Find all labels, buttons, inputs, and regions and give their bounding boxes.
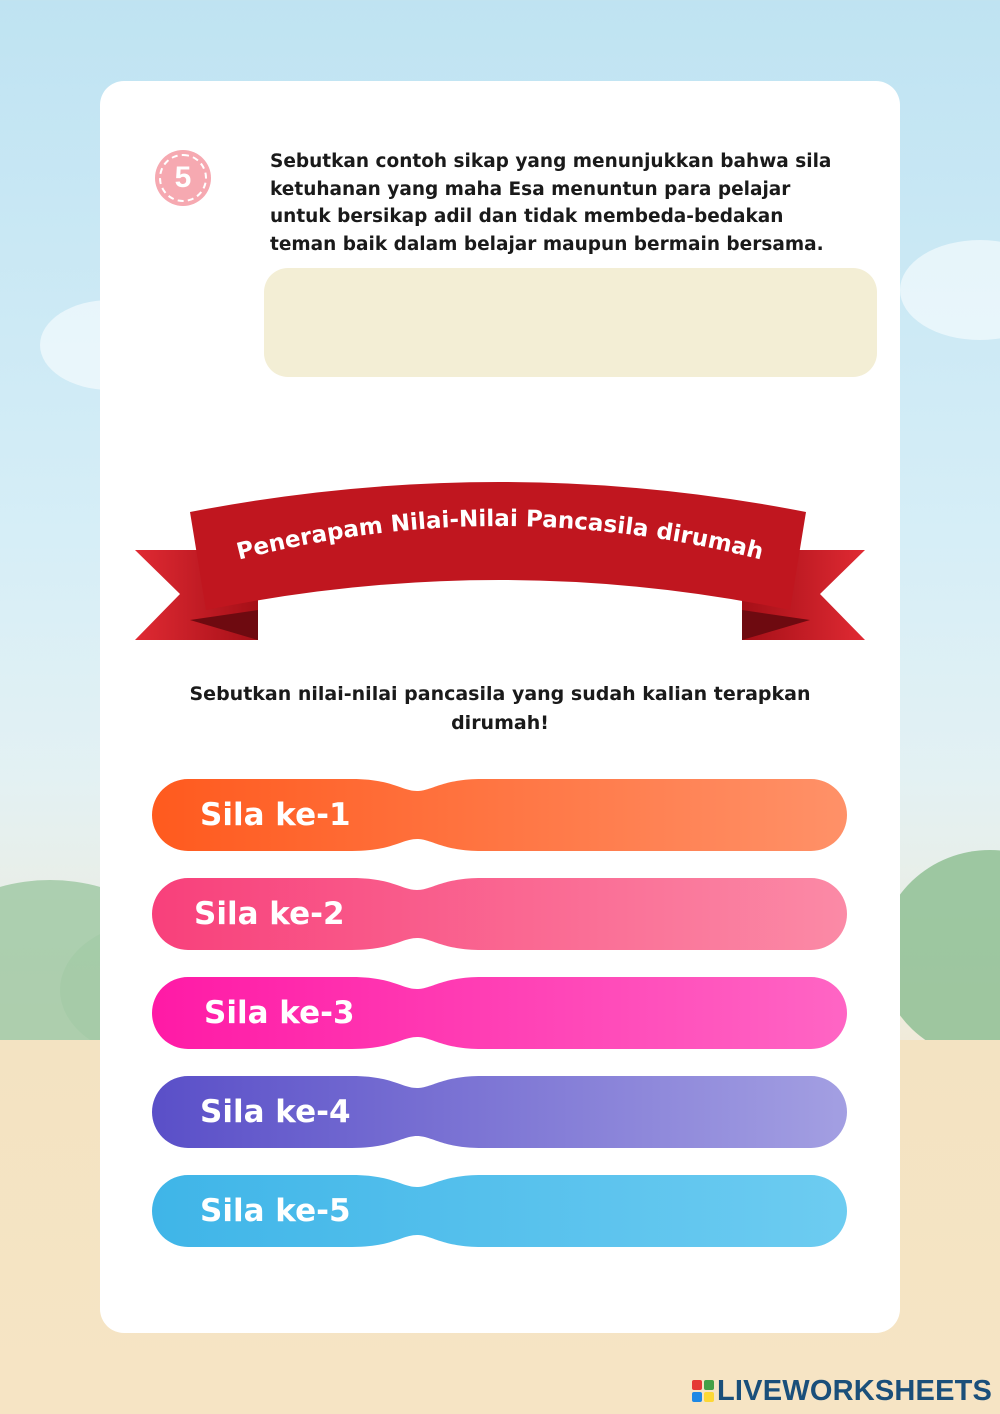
banner-title: Penerapam Nilai-Nilai Pancasila dirumah xyxy=(233,505,767,566)
instruction-line: Sebutkan nilai-nilai pancasila yang sudah kalian terapkan xyxy=(189,683,811,705)
liveworksheets-logo xyxy=(692,1374,992,1408)
question-number: 5 xyxy=(159,154,207,202)
sila-answer-input[interactable] xyxy=(442,793,826,839)
instruction-line: dirumah! xyxy=(451,712,549,734)
sila-label: Sila ke-5 xyxy=(200,1193,351,1229)
title-ribbon xyxy=(130,470,870,650)
sila-answer-bar-4[interactable] xyxy=(152,1076,847,1148)
sila-answer-input[interactable] xyxy=(442,1090,826,1136)
sila-label: Sila ke-4 xyxy=(200,1094,351,1130)
sila-answer-bar-3[interactable] xyxy=(152,977,847,1049)
sila-answer-bar-2[interactable] xyxy=(152,878,847,950)
instruction-text xyxy=(150,680,850,738)
question-line: Sebutkan contoh sikap yang menunjukkan bahwa sila xyxy=(270,151,832,172)
question-line: untuk bersikap adil dan tidak membeda-bedakan xyxy=(270,206,784,227)
sila-answer-input[interactable] xyxy=(442,892,826,938)
sila-answer-input[interactable] xyxy=(442,1189,826,1235)
sila-answer-bar-5[interactable] xyxy=(152,1175,847,1247)
brand-text: LIVEWORKSHEETS xyxy=(717,1374,993,1407)
question-line: teman baik dalam belajar maupun bermain bersama. xyxy=(270,233,824,255)
answer-textbox[interactable] xyxy=(264,268,877,377)
sila-label: Sila ke-1 xyxy=(200,797,351,833)
question-text xyxy=(270,148,870,258)
question-line: ketuhanan yang maha Esa menuntun para pelajar xyxy=(270,178,791,200)
background-cloud xyxy=(900,240,1000,340)
sila-answer-bar-1[interactable] xyxy=(152,779,847,851)
liveworksheets-icon xyxy=(692,1380,714,1402)
sila-label: Sila ke-2 xyxy=(194,896,345,932)
sila-answer-input[interactable] xyxy=(442,991,826,1037)
question-number-badge xyxy=(155,150,211,206)
sila-label: Sila ke-3 xyxy=(204,995,355,1031)
